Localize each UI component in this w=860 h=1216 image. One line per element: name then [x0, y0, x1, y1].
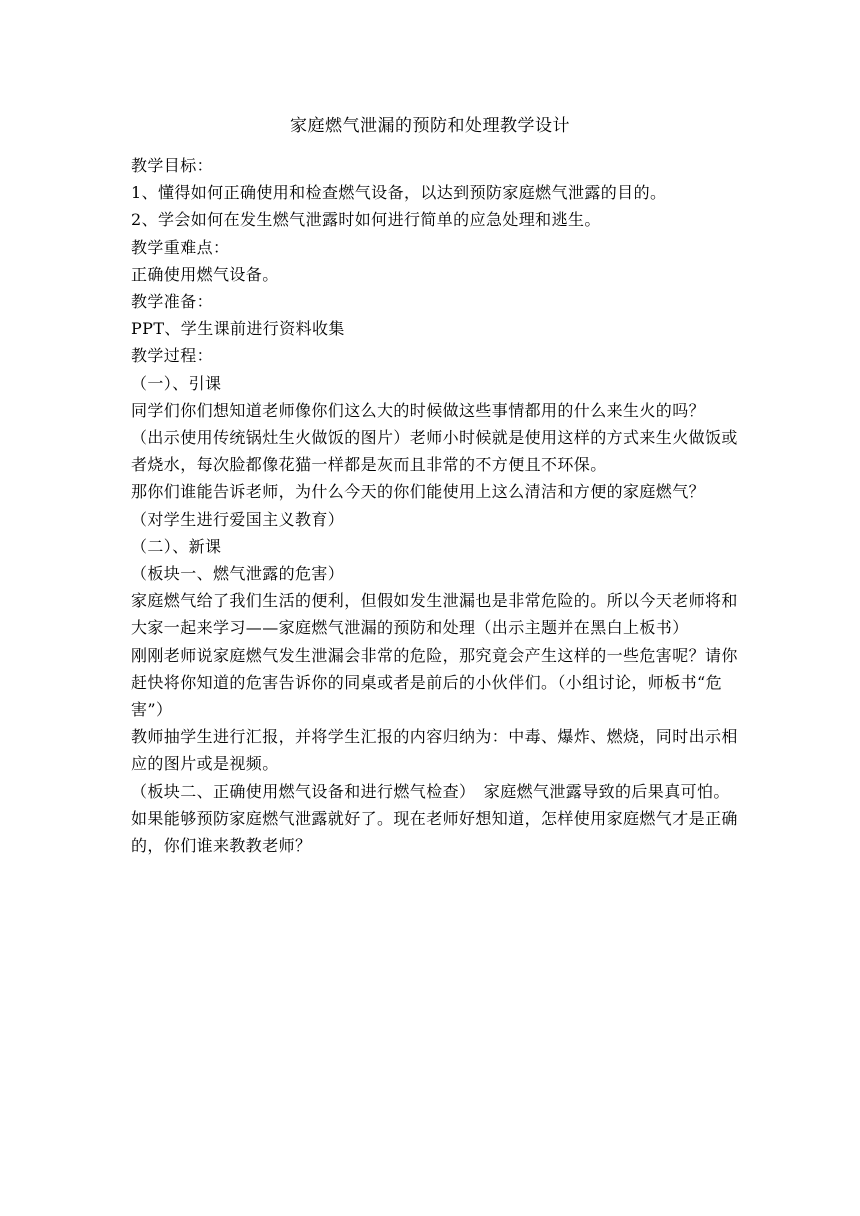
objective-item-1: 1、懂得如何正确使用和检查燃气设备，以达到预防家庭燃气泄露的目的。 [131, 183, 667, 203]
document-title: 家庭燃气泄漏的预防和处理教学设计 [290, 116, 570, 136]
objective-item-2: 2、学会如何在发生燃气泄露时如何进行简单的应急处理和逃生。 [131, 210, 601, 230]
paragraph: （板块二、正确使用燃气设备和进行燃气检查） 家庭燃气泄露导致的后果真可怕。如果能够预防家庭燃气泄露就好了。现在老师好想知道，怎样使用家庭燃气才是正确的，你们谁来教教老师？ [131, 781, 738, 856]
section-heading-key-points: 教学重难点： [131, 237, 230, 257]
paragraph: 家庭燃气给了我们生活的便利，但假如发生泄漏也是非常危险的。所以今天老师将和大家一起来学习——家庭燃气泄漏的预防和处理（出示主题并在黑白上板书） [131, 591, 738, 638]
subsection-new-lesson: （二）、新课 [131, 536, 222, 556]
paragraph: 教师抽学生进行汇报，并将学生汇报的内容归纳为：中毒、爆炸、燃烧，同时出示相应的图片或是视频。 [131, 727, 738, 774]
section-heading-objectives: 教学目标： [131, 156, 214, 175]
paragraph: 同学们你们想知道老师像你们这么大的时候做这些事情都用的什么来生火的吗？ [131, 400, 706, 420]
key-point-text: 正确使用燃气设备。 [131, 264, 279, 284]
document-body [131, 152, 741, 859]
preparation-text: PPT、学生课前进行资料收集 [131, 319, 345, 339]
paragraph: 刚刚老师说家庭燃气发生泄漏会非常的危险，那究竟会产生这样的一些危害呢？请你赶快将你知道的危害告诉你的同桌或者是前后的小伙伴们。（小组讨论，师板书“危害”） [131, 645, 738, 720]
paragraph: （出示使用传统锅灶生火做饭的图片）老师小时候就是使用这样的方式来生火做饭或者烧水，每次脸都像花猫一样都是灰而且非常的不方便且不环保。 [131, 428, 738, 475]
section-heading-preparation: 教学准备： [131, 292, 214, 312]
paragraph: （对学生进行爱国主义教育） [131, 509, 345, 529]
subsection-intro: （一）、引课 [131, 373, 222, 393]
module-heading-1: （板块一、燃气泄露的危害） [131, 564, 345, 584]
section-heading-process: 教学过程： [131, 346, 214, 366]
paragraph: 那你们谁能告诉老师，为什么今天的你们能使用上这么清洁和方便的家庭燃气？ [131, 482, 706, 502]
